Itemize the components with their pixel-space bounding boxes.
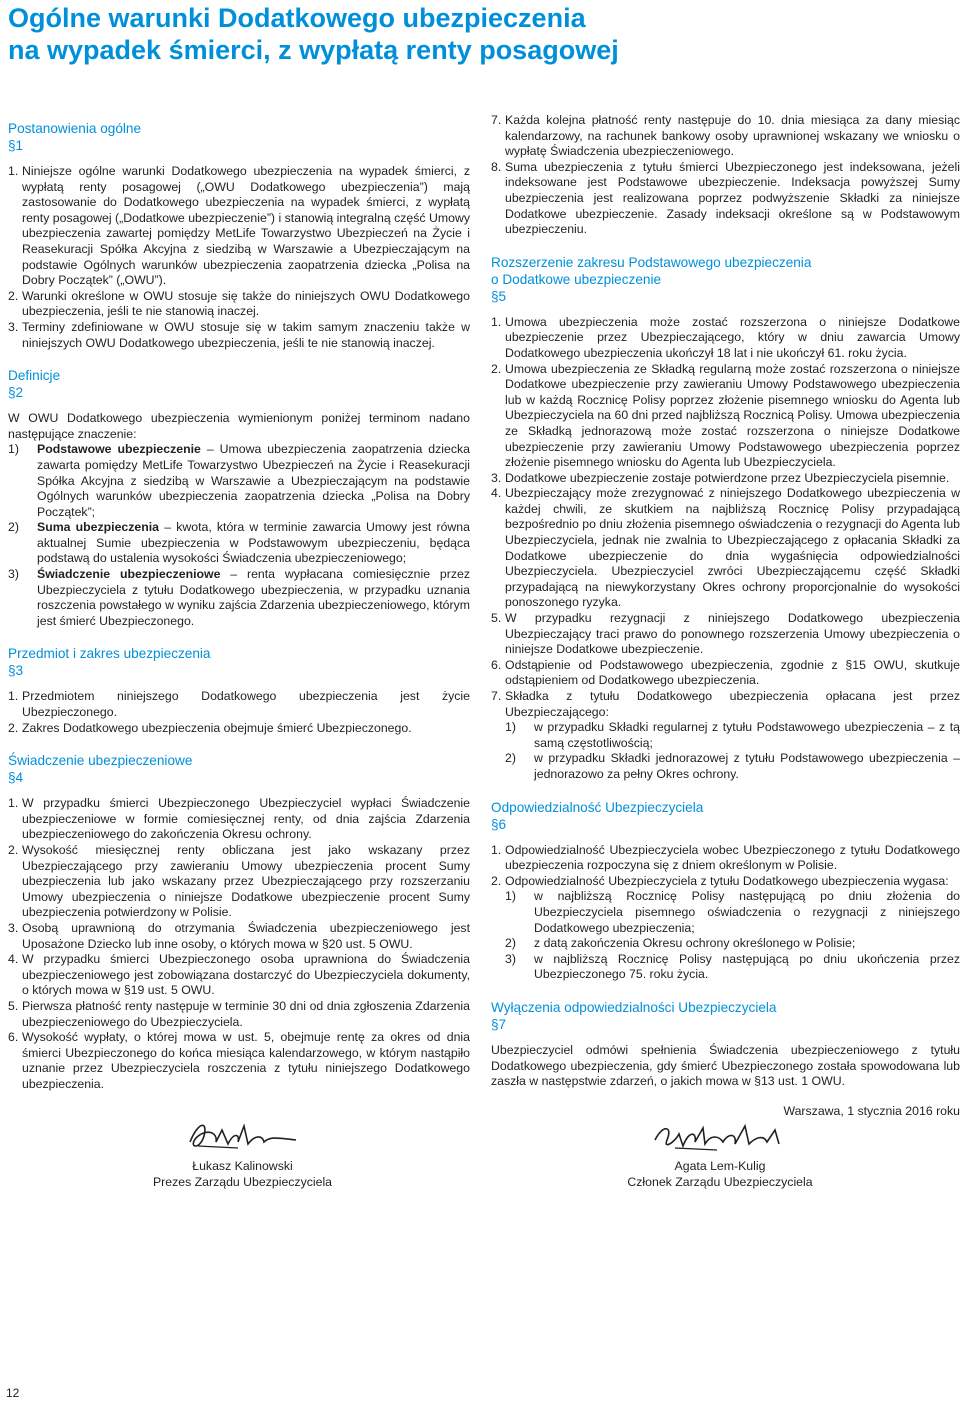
list-item: 2. Odpowiedzialność Ubezpieczyciela z tytułu Dodatkowego ubezpieczenia wygasa: [491, 873, 949, 888]
definition-term: Suma ubezpieczenia [37, 520, 160, 535]
list-item: 1. Niniejsze ogólne warunki Dodatkowego ubezpieczenia na wypadek śmierci, z wypłatą renty posagowej („OWU Dodatkowego ubezpieczenia”) mają zastosowanie do Dodatkowego ubezpieczenia na wypadek śmierci, z wypłatą renty posagowej („Dodatkowe ubezpieczenie”) i stanowią integralną część Umowy ubezpieczenia zawartej pomiędzy MetLife Towarzystwo Ubezpieczeń na Życie i Reasekuracji Spółka Akcyjna z siedzibą w Warszawie a Ubezpieczającym na podstawie Ogólnych warunków ubezpieczenia zaopatrzenia dziecka „Polisa na Dobry Początek” („OWU”). [8, 164, 470, 288]
issue-date: Warszawa, 1 stycznia 2016 roku [783, 1103, 960, 1118]
sublist-item: 3) w najbliższą Rocznicę Polisy następującą po dniu ukończenia przez Ubezpieczonego 75. roku życia. [505, 951, 960, 982]
list-item: 6. Odstąpienie od Podstawowego ubezpieczenia, zgodnie z §15 OWU, skutkuje odstąpieniem od Dodatkowego ubezpieczenia. [491, 657, 960, 688]
section-5-number: §5 [491, 288, 507, 304]
list-item: 3. Osobą uprawnioną do otrzymania Świadczenia ubezpieczeniowego jest Uposażone Dziecko lub inne osoby, o których mowa w §20 ust. 5 OWU. [8, 920, 470, 951]
list-item: 2. Wysokość miesięcznej renty obliczana jest jako wskazany przez Ubezpieczającego przy zawieraniu Umowy ubezpieczenia procent Sumy ubezpieczenia lub jako wskazany przez Ubezpieczającego przy rozszerzaniu Umowy ubezpieczenia o niniejsze Dodatkowe ubezpieczenie procent Sumy ubezpieczenia potwierdzony w Polisie. [8, 843, 470, 920]
signatory-role: Członek Zarządu Ubezpieczyciela [627, 1175, 813, 1189]
section-3-number: §3 [8, 663, 24, 679]
section-7-text: Ubezpieczyciel odmówi spełnienia Świadczenia ubezpieczeniowego z tytułu Dodatkowego ubezpieczenia, gdy śmierć Ubezpieczonego została spowodowana lub zaszła w następstwie zdarzeń, o jakich mowa w §13 ust. 1 OWU. [491, 1042, 960, 1089]
list-item: 5. W przypadku rezygnacji z niniejszego Dodatkowego ubezpieczenia Ubezpieczający traci prawo do ponownego rozszerzenia Umowy ubezpieczenia o niniejsze Dodatkowe ubezpieczenie. [491, 611, 960, 657]
sublist-item: 1) w najbliższą Rocznicę Polisy następującą po dniu złożenia do Ubezpieczyciela pisemnego oświadczenia o rezygnacji z niniejszego Dodatkowego ubezpieczenia; [505, 889, 960, 935]
section-5-heading: Rozszerzenie zakresu Podstawowego ubezpieczenia o Dodatkowe ubezpieczenie [491, 254, 812, 287]
section-4-list [8, 796, 470, 1092]
section-1-heading: Postanowienia ogólne [8, 121, 142, 136]
definition-item: 2) Suma ubezpieczenia – kwota, która w terminie zawarcia Umowy jest równa aktualnej Sumie ubezpieczenia w Podstawowym ubezpieczeniu, będąca podstawą do ustalenia wysokości Świadczenia ubezpieczeniowego; [8, 520, 470, 566]
signatory-role: Prezes Zarządu Ubezpieczyciela [152, 1175, 333, 1189]
list-item: 3. Terminy zdefiniowane w OWU stosuje się w takim samym znaczeniu także w niniejszych OWU Dodatkowego ubezpieczenia, jeśli te nie stanowią inaczej. [8, 319, 470, 350]
list-item: 1. W przypadku śmierci Ubezpieczonego Ubezpieczyciel wypłaci Świadczenie ubezpieczeniowe w formie comiesięcznej renty, od dnia zajścia Zdarzenia ubezpieczeniowego do zakończenia Okresu ochrony. [8, 796, 470, 842]
list-item: 1. Przedmiotem niniejszego Dodatkowego ubezpieczenia jest życie Ubezpieczonego. [8, 689, 470, 720]
definition-term: Podstawowe ubezpieczenie [37, 442, 201, 457]
list-item: 5. Pierwsza płatność renty następuje w terminie 30 dni od dnia zgłoszenia Zdarzenia ubezpieczeniowego do Ubezpieczyciela. [8, 998, 470, 1029]
definition-item: 3) Świadczenie ubezpieczeniowe – renta wypłacana comiesięcznie przez Ubezpieczyciela z tytułu Dodatkowego ubezpieczenia, w przypadku uznania roszczenia powstałego w wyniku zajścia Zdarzenia ubezpieczeniowego, którym jest śmierć Ubezpieczonego. [8, 567, 470, 628]
section-7-heading: Wyłączenia odpowiedzialności Ubezpieczyciela [491, 999, 777, 1015]
sublist-item: 1) w przypadku Składki regularnej z tytułu Podstawowego ubezpieczenia – z tą samą częstotliwością; [505, 720, 960, 750]
section-2-intro: W OWU Dodatkowego ubezpieczenia wymienionym poniżej terminom nadano następujące znaczenie: [8, 411, 470, 441]
section-6-sublist [491, 889, 960, 983]
section-3-heading: Przedmiot i zakres ubezpieczenia [8, 646, 211, 662]
signatory-name: Agata Lem-Kulig [674, 1159, 766, 1173]
list-item: 4. Ubezpieczający może zrezygnować z niniejszego Dodatkowego ubezpieczenia w każdej chwili, ze skutkiem na najbliższą Rocznicę Polisy przypadającą bezpośrednio po dniu złożenia pisemnego oświadczenia o rezygnacji do Agenta lub Ubezpieczyciela, jednak nie zwalnia to Ubezpieczającego z opłacania Składki za Dodatkowe ubezpieczenie do dnia wygaśnięcia odpowiedzialności Ubezpieczyciela. Ubezpieczyciel zwróci Ubezpieczającemu część Składki przypadającą na niewykorzystany Okres ochrony proporcjonalnie do wysokości ponoszonego ryzyka. [491, 486, 960, 610]
section-2-list [8, 442, 470, 629]
section-5-sublist [491, 720, 960, 782]
left-column [8, 120, 470, 1093]
section-2-heading: Definicje [8, 368, 61, 384]
list-item: 2. Warunki określone w OWU stosuje się także do niniejszych OWU Dodatkowego ubezpieczenia, jeśli te nie stanowią inaczej. [8, 288, 470, 319]
title-line-1: Ogólne warunki Dodatkowego ubezpieczenia [8, 3, 586, 33]
list-item: 2. Zakres Dodatkowego ubezpieczenia obejmuje śmierć Ubezpieczonego. [8, 720, 412, 735]
signature-block-president [140, 1112, 345, 1190]
definition-item: 1) Podstawowe ubezpieczenie – Umowa ubezpieczenia zaopatrzenia dziecka zawarta pomiędzy MetLife Towarzystwo Ubezpieczeń na Życie i Reasekuracji Spółka Akcyjna z siedzibą w Warszawie a Ubezpieczającym na podstawie Ogólnych warunków ubezpieczenia zaopatrzenia dziecka „Polisa na Dobry Początek”; [8, 442, 471, 519]
signature-block-board-member [620, 1112, 820, 1190]
section-4-number: §4 [8, 770, 24, 786]
section-4-continued-list [491, 113, 960, 238]
section-3-list [8, 689, 470, 736]
list-item: 6. Wysokość wypłaty, o której mowa w ust. 5, obejmuje rentę za okres od dnia śmierci Ubezpieczonego do końca miesiąca kalendarzowego, w którym nastąpiło uznanie przez Ubezpieczyciela roszczenia z tytułu niniejszego Dodatkowego ubezpieczenia. [8, 1030, 470, 1091]
title-line-2: na wypadek śmierci, z wypłatą renty posagowej [8, 35, 619, 65]
section-6-list [491, 843, 960, 983]
signatory-name: Łukasz Kalinowski [192, 1159, 293, 1173]
list-item: 1. Umowa ubezpieczenia może zostać rozszerzona o niniejsze Dodatkowe ubezpieczenie przez Ubezpieczającego, który w dniu zawarcia Umowy Dodatkowego ubezpieczenia ukończył 18 lat i nie ukończył 61. roku życia. [491, 314, 960, 360]
document-title [8, 2, 619, 66]
right-column [491, 113, 960, 1119]
list-item: 8. Suma ubezpieczenia z tytułu śmierci Ubezpieczonego jest indeksowana, jeżeli indeksowane jest Podstawowe ubezpieczenie. Indeksacja powyższej Sumy ubezpieczenia jest realizowana poprzez podwyższenie Składki za niniejsze Dodatkowe ubezpieczenie. Zasady indeksacji określone są w Podstawowym ubezpieczeniu. [491, 159, 960, 237]
list-item: 7. Każda kolejna płatność renty następuje do 10. dnia miesiąca za dany miesiąc kalendarzowy, na rachunek bankowy osoby uprawnionej wskazany we wniosku o wypłatę Świadczenia ubezpieczeniowego. [491, 113, 960, 159]
list-item: 4. W przypadku śmierci Ubezpieczonego osoba uprawniona do Świadczenia ubezpieczeniowego jest zobowiązana dostarczyć do Ubezpieczyciela dokumenty, o których mowa w §19 ust. 5 OWU. [8, 952, 470, 998]
list-item: 3. Dodatkowe ubezpieczenie zostaje potwierdzone przez Ubezpieczyciela pisemnie. [491, 470, 950, 485]
signature-image [645, 1112, 795, 1158]
sublist-item: 2) z datą zakończenia Okresu ochrony określonego w Polisie; [505, 936, 856, 951]
section-5-list [491, 315, 960, 783]
list-item: 1. Odpowiedzialność Ubezpieczyciela wobec Ubezpieczonego z tytułu Dodatkowego ubezpieczenia rozpoczyna się z dniem określonym w Polisie. [491, 842, 960, 873]
section-7-number: §7 [491, 1016, 507, 1032]
section-6-heading: Odpowiedzialność Ubezpieczyciela [491, 799, 704, 815]
list-item: 2. Umowa ubezpieczenia ze Składką regularną może zostać rozszerzona o niniejsze Dodatkowe ubezpieczenie przy zawieraniu Umowy Podstawowego ubezpieczenia lub w każdą Rocznicę Polisy poprzez złożenie pisemnego wniosku do Agenta lub Ubezpieczyciela na 60 dni przed najbliższą Rocznicą Polisy. Umowa ubezpieczenia ze Składką jednorazową może zostać rozszerzona o niniejsze Dodatkowe ubezpieczenie przy zawieraniu Umowy Podstawowego ubezpieczenia poprzez złożenie pisemnego wniosku do Agenta lub Ubezpieczyciela. [491, 361, 960, 470]
section-2-number: §2 [8, 385, 24, 401]
section-1-list [8, 164, 470, 351]
definition-term: Świadczenie ubezpieczeniowe [37, 567, 221, 582]
page-number: 12 [6, 1386, 20, 1400]
sublist-item: 2) w przypadku Składki jednorazowej z tytułu Podstawowego ubezpieczenia – jednorazowo za pełny Okres ochrony. [505, 751, 960, 781]
section-6-number: §6 [491, 816, 507, 832]
section-4-heading: Świadczenie ubezpieczeniowe [8, 753, 193, 769]
section-1-number: §1 [8, 138, 24, 153]
list-item: 7. Składka z tytułu Dodatkowego ubezpieczenia opłacana jest przez Ubezpieczającego: [491, 689, 960, 719]
signature-image [178, 1112, 308, 1158]
